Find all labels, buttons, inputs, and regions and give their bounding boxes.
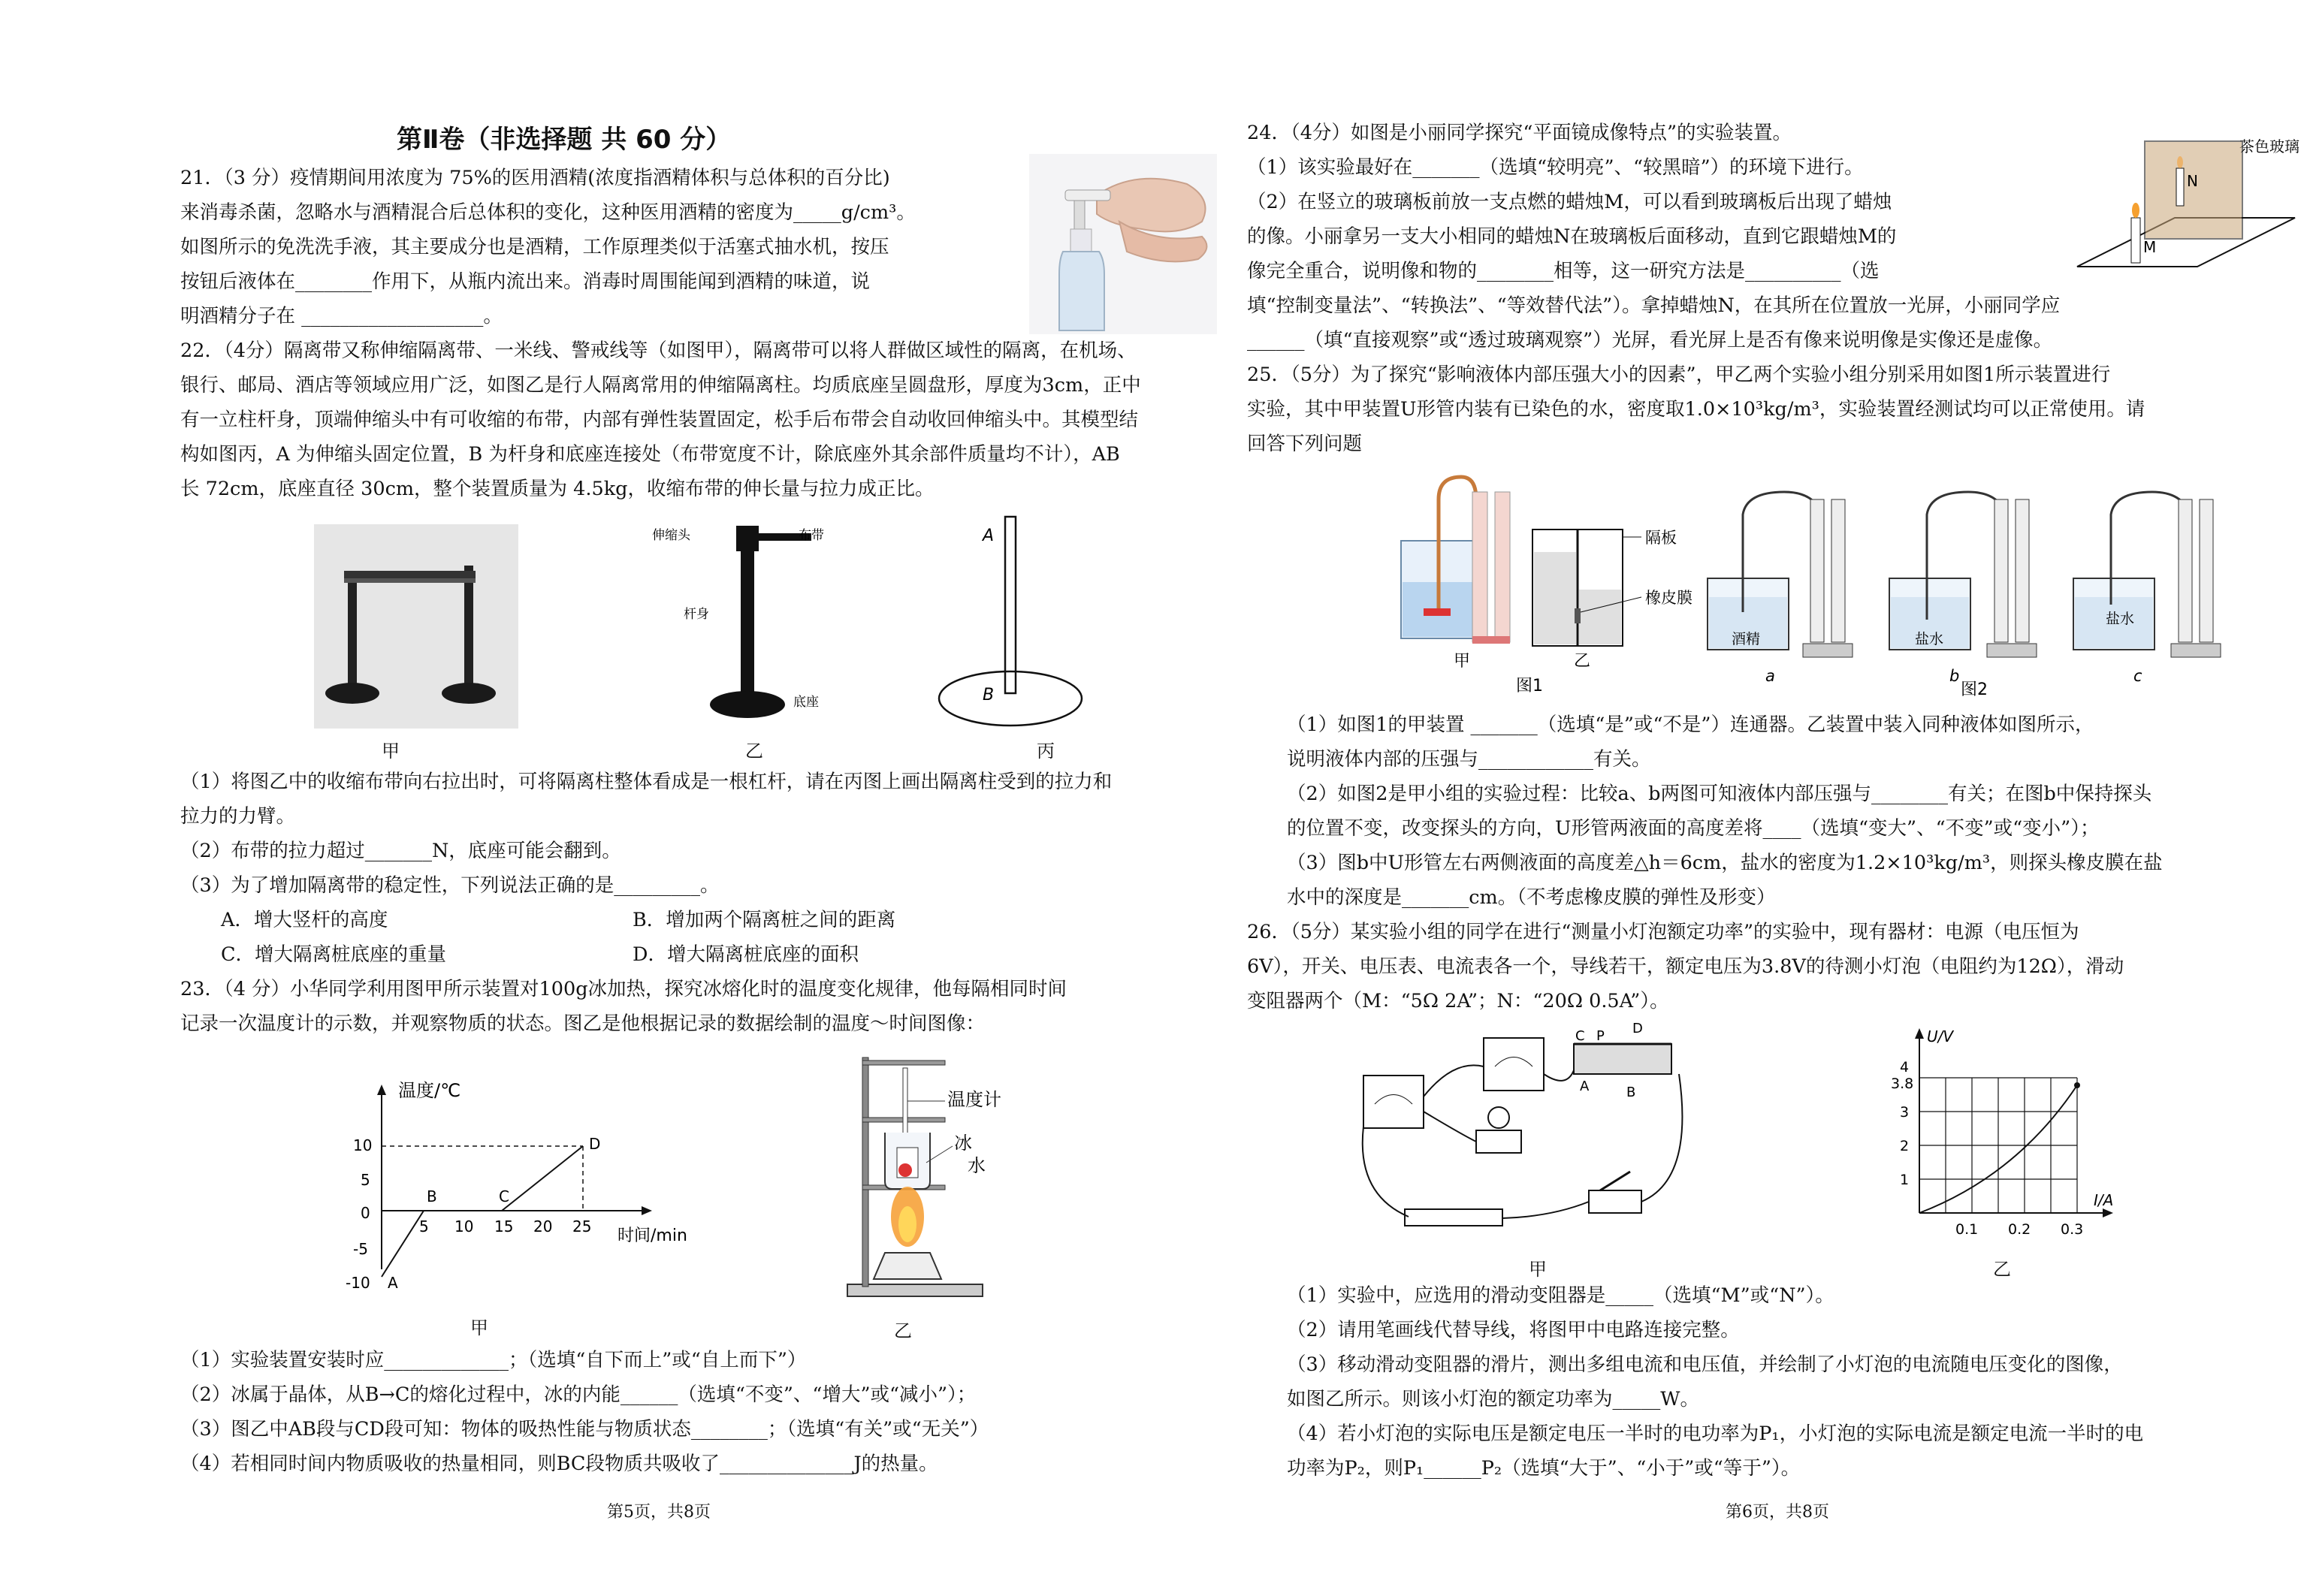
point-C: C [499, 1187, 509, 1205]
q21-line-3: 如图所示的免洗洗手液，其主要成分也是酒精，工作原理类似于活塞式抽水机，按压 [180, 236, 889, 258]
label-belt: 布带 [799, 528, 824, 543]
temperature-time-graph [331, 1074, 721, 1307]
label-partition: 隔板 [1645, 529, 1677, 547]
label-P: P [1596, 1028, 1605, 1044]
ytick-5: 5 [361, 1171, 370, 1189]
graph2-xtick-0_1: 0.1 [1955, 1221, 1979, 1238]
q23-line-1: 23．（4 分）小华同学利用图甲所示装置对100g冰加热，探究冰熔化时的温度变化规律，他每隔相同时间 [180, 978, 1067, 1000]
barrier-model-diagram [932, 511, 1127, 736]
label-fig2: 图2 [1961, 680, 1988, 699]
q25-part-2a: （2）如图2是甲小组的实验过程：比较a、b两图可知液体内部压强与________有关；在图b中保持探头 [1287, 783, 2152, 805]
q24-line-6: 填“控制变量法”、“转换法”、“等效替代法”）。拿掉蜡烛N，在其所在位置放一光屏，小丽同学应 [1247, 294, 2061, 317]
ytick-0: 0 [361, 1204, 370, 1222]
heating-apparatus [832, 1050, 1043, 1305]
q22-option-c: C．增大隔离桩底座的重量 [221, 943, 447, 966]
q22-part-3: （3）为了增加隔离带的稳定性，下列说法正确的是_________。 [180, 874, 720, 897]
hand-sanitizer-image [1029, 154, 1217, 334]
fig26-caption-jia: 甲 [1529, 1259, 1547, 1280]
graph2-xtick-0_2: 0.2 [2008, 1221, 2031, 1238]
q24-line-3: （2）在竖立的玻璃板前放一支点燃的蜡烛M，可以看到玻璃板后出现了蜡烛 [1247, 191, 1892, 213]
label-membrane: 橡皮膜 [1645, 589, 1692, 607]
point-A: A [388, 1274, 398, 1292]
xtick-10: 10 [454, 1217, 474, 1235]
xtick-15: 15 [494, 1217, 514, 1235]
xtick-25: 25 [572, 1217, 592, 1235]
q25-line-1: 25．（5分）为了探究“影响液体内部压强大小的因素”，甲乙两个实验小组分别采用如图1所示装置进行 [1247, 364, 2111, 386]
q26-part-3a: （3）移动滑动变阻器的滑片，测出多组电流和电压值，并绘制了小灯泡的电流随电压变化的图像， [1287, 1353, 2123, 1376]
circuit-diagram [1348, 1021, 1739, 1254]
q24-line-5: 像完全重合，说明像和物的________相等，这一研究方法是__________（选 [1247, 260, 1880, 282]
q26-part-2: （2）请用笔画线代替导线，将图甲中电路连接完整。 [1287, 1319, 1740, 1341]
graph2-ytick-3: 3 [1900, 1104, 1910, 1121]
ytick-neg10: -10 [346, 1274, 370, 1292]
q23-part-4: （4）若相同时间内物质吸收的热量相同，则BC段物质共吸收了______________J的热量。 [180, 1453, 938, 1475]
section-title: 第Ⅱ卷（非选择题 共 60 分） [397, 125, 732, 155]
label-liquid-b: 盐水 [1915, 631, 1944, 647]
q25-part-3a: （3）图b中U形管左右两侧液面的高度差△h＝6cm，盐水的密度为1.2×10³kg/m³，则探头橡皮膜在盐 [1287, 852, 2163, 874]
footer-left: 第5页，共8页 [607, 1503, 711, 1522]
q21-line-4: 按钮后液体在________作用下，从瓶内流出来。消毒时周围能闻到酒精的味道，说 [180, 270, 871, 293]
graph2-ytick-2: 2 [1900, 1138, 1910, 1154]
label-candle-N: N [2187, 172, 2198, 190]
ytick-10: 10 [353, 1136, 373, 1154]
q24-line-2: （1）该实验最好在_______（选填“较明亮”、“较黑暗”）的环境下进行。 [1247, 156, 1864, 179]
label-B: B [1626, 1085, 1636, 1100]
graph2-ylabel: U/V [1927, 1027, 1954, 1045]
label-liquid-c: 盐水 [2106, 611, 2135, 627]
label-liquid-a: 酒精 [1732, 631, 1761, 647]
q23-part-2: （2）冰属于晶体，从B→C的熔化过程中，冰的内能______（选填“不变”、“增大”或“减小”）； [180, 1383, 977, 1406]
q25-part-1b: 说明液体内部的压强与____________有关。 [1287, 748, 1651, 771]
q25-part-1a: （1）如图1的甲装置 _______（选填“是”或“不是”）连通器。乙装置中装入同种液体如图所示， [1287, 714, 2094, 736]
q22-line-3: 有一立柱杆身，顶端伸缩头中有可收缩的布带，内部有弹性装置固定，松手后布带会自动收回伸缩头中。其模型结 [180, 409, 1139, 431]
q24-line-1: 24．（4分）如图是小丽同学探究“平面镜成像特点”的实验装置。 [1247, 122, 1792, 144]
q25-part-2b: 的位置不变，改变探头的方向，U形管两液面的高度差将____（选填“变大”、“不变”或“变小”）； [1287, 817, 2100, 840]
q26-line-1: 26．（5分）某实验小组的同学在进行“测量小灯泡额定功率”的实验中，现有器材：电源（电压恒为 [1247, 921, 2079, 943]
label-point-A: A [983, 526, 995, 545]
fig2-b [1889, 492, 2037, 685]
q22-option-b: B．增加两个隔离桩之间的距离 [633, 909, 896, 931]
q23-part-1: （1）实验装置安装时应_____________；（选填“自下而上”或“自上而下”） [180, 1349, 807, 1371]
label-candle-M: M [2143, 238, 2157, 256]
q22-line-5: 长 72cm，底座直径 30cm，整个装置质量为 4.5kg，收缩布带的伸长量与拉力成正比。 [180, 478, 935, 500]
label-point-B: B [983, 686, 995, 704]
pressure-apparatus-figures [1394, 469, 2310, 698]
q22-option-a: A．增大竖杆的高度 [221, 909, 388, 931]
graph2-ytick-1: 1 [1900, 1172, 1910, 1188]
fig22-caption-jia: 甲 [382, 741, 400, 762]
q26-part-1: （1）实验中，应选用的滑动变阻器是_____（选填“M”或“N”）。 [1287, 1284, 1834, 1307]
q22-part-1a: （1）将图乙中的收缩布带向右拉出时，可将隔离柱整体看成是一根杠杆，请在丙图上画出隔离柱受到的拉力和 [180, 771, 1113, 793]
label-glass: 茶色玻璃 [2239, 137, 2299, 155]
q26-line-3: 变阻器两个（M：“5Ω 2A”；N：“20Ω 0.5A”）。 [1247, 990, 1669, 1012]
q21-line-2: 来消毒杀菌，忽略水与酒精混合后总体积的变化，这种医用酒精的密度为_____g/cm³。 [180, 201, 916, 224]
label-A: A [1580, 1079, 1590, 1094]
label-D: D [1632, 1021, 1643, 1036]
graph2-xlabel: I/A [2094, 1191, 2114, 1209]
q26-part-4a: （4）若小灯泡的实际电压是额定电压一半时的电功率为P₁，小灯泡的实际电流是额定电流一半时的电 [1287, 1423, 2144, 1445]
voltage-current-graph [1874, 1025, 2130, 1243]
graph2-xtick-0_3: 0.3 [2061, 1221, 2084, 1238]
q24-line-4: 的像。小丽拿另一支大小相同的蜡烛N在玻璃板后面移动，直到它跟蜡烛M的 [1247, 225, 1897, 248]
q25-part-3b: 水中的深度是_______cm。（不考虑橡皮膜的弹性及形变） [1287, 886, 1776, 909]
label-thermometer: 温度计 [947, 1089, 1001, 1110]
q24-line-7: ______（填“直接观察”或“透过玻璃观察”）光屏，看光屏上是否有像来说明像是实像还是虚像。 [1247, 329, 2053, 351]
label-water: 水 [968, 1155, 986, 1176]
label-c: c [2133, 667, 2142, 685]
q26-line-2: 6V），开关、电压表、电流表各一个，导线若干，额定电压为3.8V的待测小灯泡（电阻约为12Ω），滑动 [1247, 955, 2124, 978]
xtick-5: 5 [419, 1217, 429, 1235]
barrier-post-diagram [646, 518, 841, 736]
label-head: 伸缩头 [652, 528, 690, 543]
xtick-20: 20 [533, 1217, 553, 1235]
label-a: a [1765, 667, 1775, 685]
fig23-caption-yi: 乙 [894, 1320, 912, 1341]
q23-line-2: 记录一次温度计的示数，并观察物质的状态。图乙是他根据记录的数据绘制的温度～时间图像： [180, 1012, 986, 1035]
fig2-a [1708, 492, 1853, 685]
q21-line-5: 明酒精分子在 ___________________。 [180, 305, 503, 327]
graph-xlabel: 时间/min [618, 1226, 687, 1245]
label-C: C [1575, 1028, 1585, 1044]
fig22-caption-bing: 丙 [1037, 741, 1055, 762]
plane-mirror-apparatus [2070, 135, 2302, 278]
point-B: B [427, 1187, 437, 1205]
label-fig1-jia: 甲 [1454, 652, 1471, 671]
label-fig1-yi: 乙 [1574, 652, 1591, 671]
q22-part-1b: 拉力的力臂。 [180, 805, 296, 828]
q22-line-4: 构如图丙，A 为伸缩头固定位置，B 为杆身和底座连接处（布带宽度不计，除底座外其余部件质量均不计），AB [180, 443, 1120, 466]
q22-line-2: 银行、邮局、酒店等领域应用广泛，如图乙是行人隔离常用的伸缩隔离柱。均质底座呈圆盘形，厚度为3cm，正中 [180, 374, 1141, 397]
footer-right: 第6页，共8页 [1726, 1503, 1829, 1522]
label-base: 底座 [793, 695, 819, 710]
label-pole: 杆身 [684, 607, 709, 622]
label-b: b [1949, 667, 1960, 685]
label-fig1: 图1 [1516, 677, 1543, 695]
ytick-neg5: -5 [353, 1240, 368, 1258]
q22-part-2: （2）布带的拉力超过_______N，底座可能会翻到。 [180, 840, 621, 862]
q26-part-3b: 如图乙所示。则该小灯泡的额定功率为_____W。 [1287, 1388, 1699, 1410]
graph2-ytick-3_8: 3.8 [1891, 1076, 1914, 1092]
q21-line-1: 21．（3 分）疫情期间用浓度为 75%的医用酒精(浓度指酒精体积与总体积的百分比) [180, 167, 890, 189]
point-D: D [589, 1135, 601, 1153]
q22-option-d: D．增大隔离桩底座的面积 [633, 943, 859, 966]
fig22-caption-yi: 乙 [745, 741, 763, 762]
q25-line-3: 回答下列问题 [1247, 433, 1363, 455]
q26-part-4b: 功率为P₂，则P₁______P₂（选填“大于”、“小于”或“等于”）。 [1287, 1457, 1801, 1480]
label-ice: 冰 [954, 1133, 972, 1154]
graph2-ytick-4: 4 [1900, 1059, 1910, 1076]
barrier-photo [314, 524, 518, 729]
q23-part-3: （3）图乙中AB段与CD段可知：物体的吸热性能与物质状态________；（选填“有关”或“无关”） [180, 1418, 989, 1441]
fig23-caption-jia: 甲 [470, 1317, 488, 1338]
fig26-caption-yi: 乙 [1993, 1259, 2011, 1280]
fig2-c [2073, 492, 2221, 685]
q22-line-1: 22．（4分）隔离带又称伸缩隔离带、一米线、警戒线等（如图甲），隔离带可以将人群做区域性的隔离，在机场、 [180, 339, 1137, 362]
graph-ylabel: 温度/℃ [398, 1080, 461, 1101]
q25-line-2: 实验，其中甲装置U形管内装有已染色的水，密度取1.0×10³kg/m³，实验装置经测试均可以正常使用。请 [1247, 398, 2145, 421]
